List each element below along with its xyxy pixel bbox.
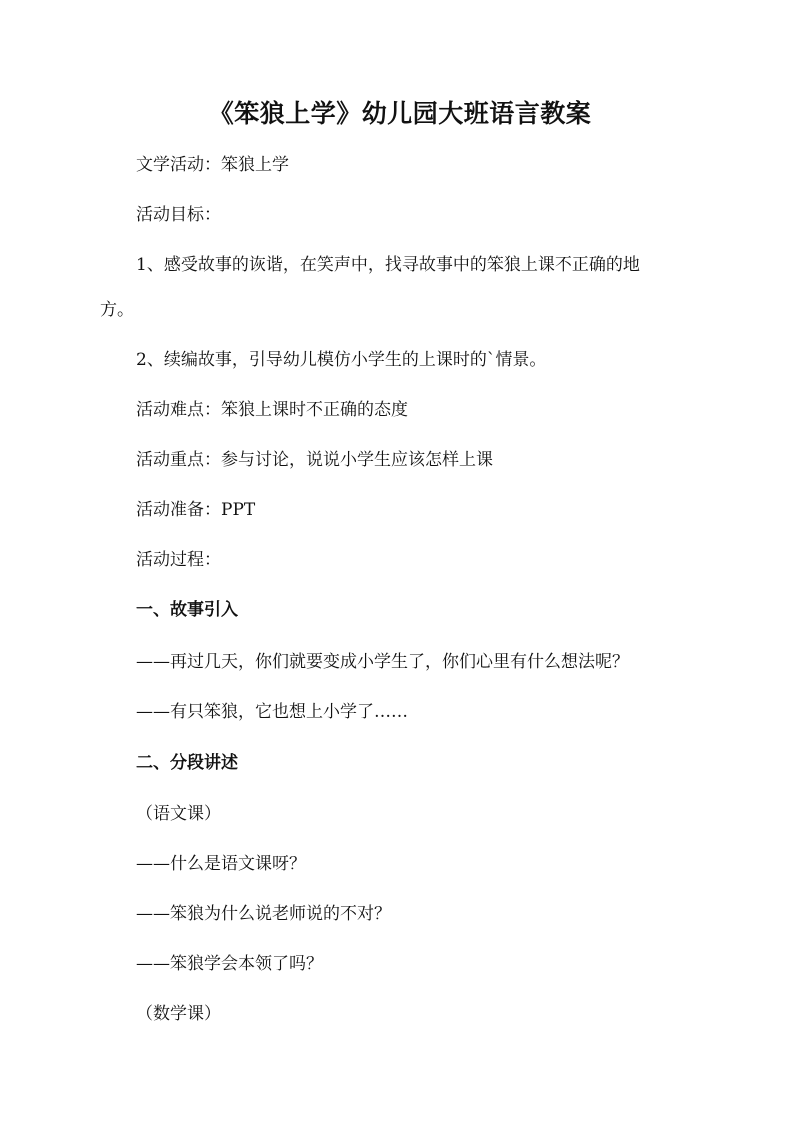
question-2: ——有只笨狼，它也想上小学了……	[136, 702, 408, 722]
page-title: 《笨狼上学》幼儿园大班语言教案	[208, 99, 592, 128]
goal-2: 2、续编故事，引导幼儿模仿小学生的上课时的`情景。	[136, 350, 547, 370]
activity-line: 文学活动：笨狼上学	[136, 155, 289, 175]
section-heading-1: 一、故事引入	[136, 600, 238, 620]
chinese-class-label: （语文课）	[136, 804, 221, 824]
focus-line: 活动重点：参与讨论，说说小学生应该怎样上课	[136, 450, 493, 470]
goals-label: 活动目标：	[136, 205, 221, 225]
goal-1-line-1: 1、感受故事的诙谐，在笑声中，找寻故事中的笨狼上课不正确的地	[136, 255, 640, 275]
section-heading-2: 二、分段讲述	[136, 753, 238, 773]
question-5: ——笨狼学会本领了吗？	[136, 954, 323, 974]
question-3: ——什么是语文课呀？	[136, 854, 306, 874]
question-1: ——再过几天，你们就要变成小学生了，你们心里有什么想法呢？	[136, 652, 629, 672]
process-label: 活动过程：	[136, 550, 221, 570]
math-class-label: （数学课）	[136, 1004, 221, 1024]
prep-line: 活动准备：PPT	[136, 500, 256, 520]
difficulty-line: 活动难点：笨狼上课时不正确的态度	[136, 400, 408, 420]
question-4: ——笨狼为什么说老师说的不对？	[136, 904, 391, 924]
goal-1-line-2: 方。	[100, 300, 134, 320]
